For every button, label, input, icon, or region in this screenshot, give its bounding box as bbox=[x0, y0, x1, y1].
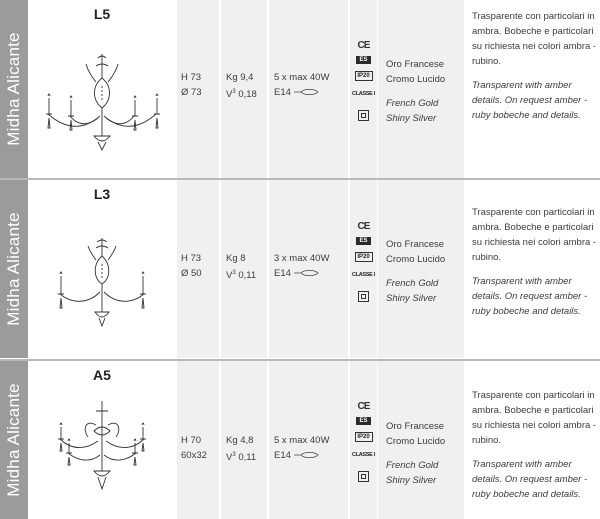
model-code: L5 bbox=[93, 6, 111, 22]
size-value: 60x32 bbox=[181, 450, 207, 461]
height-value: H 73 bbox=[181, 253, 202, 264]
product-image-cell bbox=[28, 0, 176, 178]
height-value: H 73 bbox=[181, 72, 202, 83]
finish-it-1: Oro Francese bbox=[386, 421, 445, 432]
description-it: Trasparente con particolari in ambra. Bobeche e particolari su richiesta nei colori ambra - rubino. bbox=[472, 11, 597, 67]
product-row-l5 bbox=[0, 0, 600, 178]
class-one-icon: CLASSE I bbox=[352, 91, 375, 97]
description-it: Trasparente con particolari in ambra. Bobeche e particolari su richiesta nei colori ambra - rubino. bbox=[472, 390, 597, 446]
description-en: Transparent with amber details. On request amber - ruby bobeche and details. bbox=[472, 459, 588, 500]
volume-number: 0,11 bbox=[238, 452, 257, 464]
finish-it-2: Cromo Lucido bbox=[386, 436, 446, 447]
finish-it-2: Cromo Lucido bbox=[386, 74, 446, 85]
certifications-cell bbox=[350, 0, 377, 178]
volume-value bbox=[226, 266, 256, 283]
volume-number: 0,11 bbox=[238, 270, 257, 282]
volume-prefix: V bbox=[226, 270, 233, 282]
weight-volume-cell bbox=[221, 0, 267, 178]
class-one-icon: CLASSE I bbox=[352, 452, 375, 458]
product-row-l3 bbox=[0, 180, 600, 358]
finish-en-2: Shiny Silver bbox=[386, 475, 437, 486]
finish-cell bbox=[378, 361, 464, 519]
ip20-icon: IP20 bbox=[355, 252, 373, 262]
socket-type: E14 bbox=[274, 268, 291, 279]
dimensions-cell bbox=[177, 180, 219, 358]
socket-type: E14 bbox=[274, 87, 291, 98]
finish-en-1: French Gold bbox=[386, 460, 439, 471]
es-mark-icon: ES bbox=[356, 417, 371, 425]
bulbs-cell bbox=[269, 180, 348, 358]
finish-it-2: Cromo Lucido bbox=[386, 254, 446, 265]
class-one-icon: CLASSE I bbox=[352, 272, 375, 278]
collection-name: Midha Alicante bbox=[4, 212, 23, 326]
description-it: Trasparente con particolari in ambra. Bobeche e particolari su richiesta nei colori ambra - rubino. bbox=[472, 207, 597, 263]
weight-value: Kg 4,8 bbox=[226, 435, 254, 446]
certifications-cell bbox=[350, 180, 377, 358]
chandelier-5-light-image bbox=[38, 52, 166, 152]
volume-sup: 3 bbox=[232, 270, 236, 276]
description-cell bbox=[466, 361, 600, 519]
bulb-count: 5 x max 40W bbox=[274, 72, 330, 83]
product-image-cell bbox=[28, 361, 176, 519]
volume-sup: 3 bbox=[232, 452, 236, 458]
description-en: Transparent with amber details. On request amber - ruby bobeche and details. bbox=[472, 276, 588, 317]
finish-cell bbox=[378, 0, 464, 178]
finish-it-1: Oro Francese bbox=[386, 59, 445, 70]
double-insulation-icon bbox=[358, 291, 369, 302]
product-row-a5 bbox=[0, 361, 600, 519]
product-image-cell bbox=[28, 180, 176, 358]
ce-mark-icon: CE bbox=[357, 221, 370, 232]
es-mark-icon: ES bbox=[356, 237, 371, 245]
finish-en-2: Shiny Silver bbox=[386, 113, 437, 124]
bulb-count: 3 x max 40W bbox=[274, 253, 330, 264]
bulbs-cell bbox=[269, 0, 348, 178]
volume-prefix: V bbox=[226, 89, 233, 101]
description-cell bbox=[466, 180, 600, 358]
model-code: A5 bbox=[93, 367, 111, 383]
dimensions-cell bbox=[177, 0, 219, 178]
volume-prefix: V bbox=[226, 452, 233, 464]
collection-sidebar bbox=[0, 180, 28, 358]
candle-bulb-icon bbox=[293, 88, 319, 96]
collection-sidebar bbox=[0, 361, 28, 519]
finish-cell bbox=[378, 180, 464, 358]
ce-mark-icon: CE bbox=[357, 40, 370, 51]
description-en: Transparent with amber details. On request amber - ruby bobeche and details. bbox=[472, 80, 588, 121]
volume-sup: 3 bbox=[232, 89, 236, 95]
collection-name: Midha Alicante bbox=[4, 32, 23, 146]
description-cell bbox=[466, 0, 600, 178]
socket-type: E14 bbox=[274, 450, 291, 461]
collection-name: Midha Alicante bbox=[4, 383, 23, 497]
volume-value bbox=[226, 85, 257, 102]
candle-bulb-icon bbox=[293, 451, 319, 459]
volume-number: 0,18 bbox=[238, 89, 257, 101]
ce-mark-icon: CE bbox=[357, 401, 370, 412]
diameter-value: Ø 73 bbox=[181, 87, 202, 98]
weight-value: Kg 8 bbox=[226, 253, 246, 264]
double-insulation-icon bbox=[358, 471, 369, 482]
finish-en-1: French Gold bbox=[386, 278, 439, 289]
collection-sidebar bbox=[0, 0, 28, 178]
ip20-icon: IP20 bbox=[355, 71, 373, 81]
wall-lamp-5-light-image bbox=[38, 401, 166, 497]
finish-en-1: French Gold bbox=[386, 98, 439, 109]
diameter-value: Ø 50 bbox=[181, 268, 202, 279]
volume-value bbox=[226, 448, 256, 465]
weight-value: Kg 9,4 bbox=[226, 72, 254, 83]
es-mark-icon: ES bbox=[356, 56, 371, 64]
chandelier-3-light-image bbox=[38, 232, 166, 332]
finish-it-1: Oro Francese bbox=[386, 239, 445, 250]
certifications-cell bbox=[350, 361, 377, 519]
bulbs-cell bbox=[269, 361, 348, 519]
finish-en-2: Shiny Silver bbox=[386, 293, 437, 304]
candle-bulb-icon bbox=[293, 269, 319, 277]
dimensions-cell bbox=[177, 361, 219, 519]
bulb-count: 5 x max 40W bbox=[274, 435, 330, 446]
double-insulation-icon bbox=[358, 110, 369, 121]
weight-volume-cell bbox=[221, 361, 267, 519]
model-code: L3 bbox=[93, 186, 111, 202]
height-value: H 70 bbox=[181, 435, 202, 446]
weight-volume-cell bbox=[221, 180, 267, 358]
ip20-icon: IP20 bbox=[355, 432, 373, 442]
